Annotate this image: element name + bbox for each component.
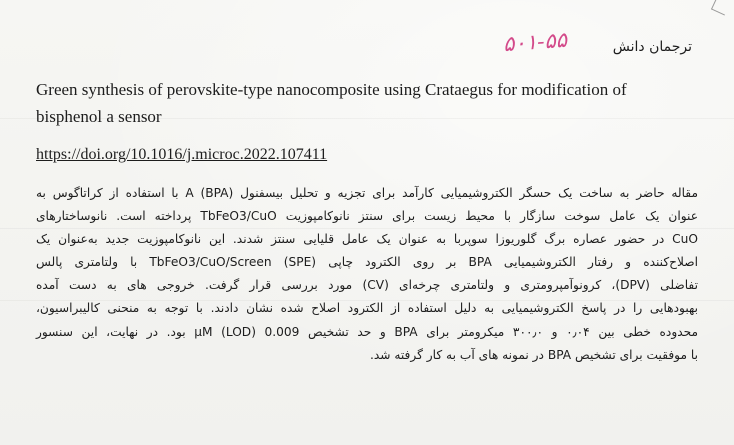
article-title: Green synthesis of perovskite-type nanocomposite using Crataegus for modification of bisphenol a sensor xyxy=(36,80,627,126)
header-label: ترجمان دانش xyxy=(612,39,692,55)
abstract-line: مقاله حاضر به ساخت یک حسگر الکتروشیمیایی کارآمد برای تجزیه و تحلیل بیسفنول A (BPA) با استفاده از کراتاگوس به xyxy=(36,186,698,200)
abstract-line: تفاضلی (DPV)، کرونوآمپرومتری و ولتامتری چرخه‌ای (CV) مورد بررسی قرار گرفت. خروجی های به دست آمده xyxy=(36,278,698,293)
abstract-line: عنوان یک عامل سوخت سازگار با محیط زیست برای سنتز نانوکامپوزیت TbFeO3/CuO پرداخته است. نانوساختارهای xyxy=(36,209,699,224)
doi-link[interactable]: https://doi.org/10.1016/j.microc.2022.107411 xyxy=(36,146,328,163)
abstract-body xyxy=(36,182,698,367)
abstract-line: CuO در حضور عصاره برگ گلوریوزا سوپربا به عنوان یک عامل قلیایی سنتز شدند. این نانوکامپوزیت جدید به‌عنوان یک xyxy=(36,232,698,247)
corner-fold-mark xyxy=(711,0,730,16)
abstract-line: اصلاح‌کننده و رفتار الکتروشیمیایی BPA بر روی الکترود چاپی TbFeO3/CuO/Screen (SPE) با ولتامتری پالس xyxy=(36,255,699,270)
abstract-line: بهبودهایی را در پاسخ الکتروشیمیایی به دلیل استفاده از الکترود اصلاح شده نشان دادند. با توجه به منحنی کالیبراسیون، xyxy=(36,301,698,316)
handwritten-note: ۵۰۱-۵۵ xyxy=(502,27,568,57)
abstract-line: با موفقیت برای تشخیص BPA در نمونه های آب به کار گرفته شد. xyxy=(369,347,698,362)
abstract-line: محدوده خطی بین ۰٫۰۴ و ۳۰۰٫۰ میکرومتر برای BPA و حد تشخیص 0.009 µM (LOD) بود. در نهایت، این سنسور xyxy=(36,324,699,339)
